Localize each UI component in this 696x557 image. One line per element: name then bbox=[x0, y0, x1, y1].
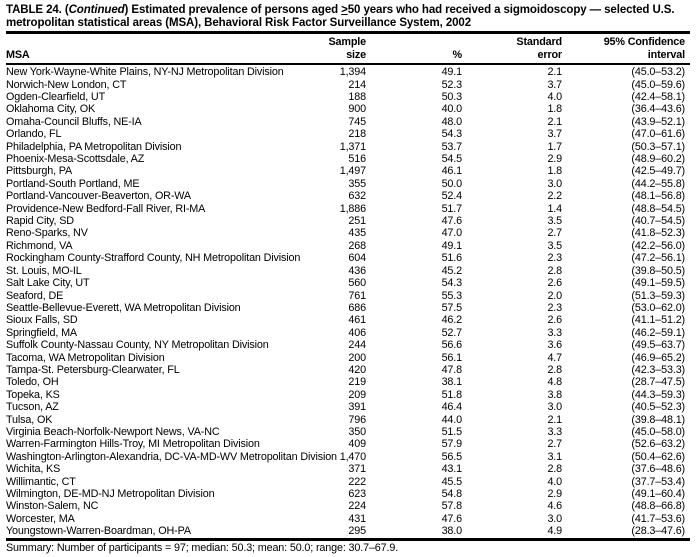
col-header-sample-line1: Sample bbox=[328, 36, 366, 49]
header-row-1 bbox=[6, 33, 690, 50]
cell-msa: Virginia Beach-Norfolk-Newport News, VA-NC bbox=[6, 425, 220, 438]
cell-msa: Pittsburgh, PA bbox=[6, 165, 73, 178]
cell-confidence-interval: (28.3–47.6) bbox=[631, 525, 685, 538]
cell-sample-size: 1,470 bbox=[339, 450, 366, 463]
cell-percent: 47.0 bbox=[441, 227, 462, 240]
cell-msa: Warren-Farmington Hills-Troy, MI Metropolitan Division bbox=[6, 438, 260, 451]
cell-sample-size: 268 bbox=[348, 239, 366, 252]
table-row bbox=[6, 128, 690, 140]
table-body bbox=[6, 64, 690, 539]
table-row bbox=[6, 290, 690, 302]
cell-standard-error: 2.7 bbox=[547, 438, 562, 451]
cell-confidence-interval: (42.4–58.1) bbox=[631, 91, 685, 103]
cell-standard-error: 2.0 bbox=[547, 289, 562, 302]
table-row bbox=[6, 190, 690, 202]
cell-standard-error: 2.6 bbox=[547, 277, 562, 290]
header-row-2 bbox=[6, 49, 690, 64]
cell-percent: 57.8 bbox=[441, 500, 462, 513]
cell-percent: 46.2 bbox=[441, 314, 462, 327]
cell-msa: Suffolk County-Nassau County, NY Metropolitan Division bbox=[6, 339, 269, 352]
cell-msa: Rockingham County-Strafford County, NH Metropolitan Division bbox=[6, 252, 301, 265]
cell-sample-size: 371 bbox=[348, 463, 366, 476]
cell-sample-size: 686 bbox=[348, 301, 366, 314]
cell-confidence-interval: (50.3–57.1) bbox=[631, 140, 685, 153]
cell-confidence-interval: (45.0–58.0) bbox=[631, 425, 685, 438]
cell-standard-error: 2.1 bbox=[547, 66, 562, 79]
title-text: ) Estimated prevalence of persons aged bbox=[124, 4, 342, 16]
cell-msa: Wichita, KS bbox=[6, 463, 61, 476]
cell-msa: Wilmington, DE-MD-NJ Metropolitan Division bbox=[6, 488, 215, 500]
cell-sample-size: 1,371 bbox=[339, 140, 366, 153]
cell-percent: 55.3 bbox=[441, 289, 462, 302]
cell-msa: Sioux Falls, SD bbox=[6, 314, 78, 327]
cell-msa: Rapid City, SD bbox=[6, 215, 74, 228]
cell-standard-error: 2.8 bbox=[547, 463, 562, 476]
table-row bbox=[6, 476, 690, 488]
cell-percent: 51.6 bbox=[441, 252, 462, 265]
cell-confidence-interval: (49.1–60.4) bbox=[631, 488, 685, 500]
cell-msa: Ogden-Clearfield, UT bbox=[6, 91, 106, 103]
cell-percent: 44.0 bbox=[441, 413, 462, 426]
cell-msa: Providence-New Bedford-Fall River, RI-MA bbox=[6, 202, 206, 215]
cell-percent: 54.3 bbox=[441, 277, 462, 290]
cell-sample-size: 350 bbox=[348, 425, 366, 438]
cell-standard-error: 3.6 bbox=[547, 339, 562, 352]
cell-sample-size: 796 bbox=[348, 413, 366, 426]
cell-standard-error: 4.8 bbox=[547, 376, 562, 389]
cell-msa: Seaford, DE bbox=[6, 289, 64, 302]
cell-standard-error: 1.8 bbox=[547, 165, 562, 178]
table-row bbox=[6, 203, 690, 215]
cell-confidence-interval: (42.5–49.7) bbox=[631, 165, 685, 178]
cell-msa: Washington-Arlington-Alexandria, DC-VA-MD-WV Metropolitan Division bbox=[6, 450, 337, 463]
cell-msa: Springfield, MA bbox=[6, 326, 77, 339]
cell-msa: Portland-Vancouver-Beaverton, OR-WA bbox=[6, 190, 191, 203]
cell-confidence-interval: (48.9–60.2) bbox=[631, 153, 685, 166]
cell-sample-size: 355 bbox=[348, 177, 366, 190]
cell-percent: 47.6 bbox=[441, 512, 462, 525]
cell-msa: Tacoma, WA Metropolitan Division bbox=[6, 351, 165, 364]
table-row bbox=[6, 302, 690, 314]
cell-msa: Topeka, KS bbox=[6, 388, 60, 401]
cell-msa: Tulsa, OK bbox=[6, 413, 53, 426]
table-row bbox=[6, 178, 690, 190]
cell-confidence-interval: (44.3–59.3) bbox=[631, 388, 685, 401]
cell-percent: 47.8 bbox=[441, 363, 462, 376]
table-row bbox=[6, 91, 690, 103]
table-row bbox=[6, 314, 690, 326]
cell-standard-error: 3.0 bbox=[547, 401, 562, 414]
cell-confidence-interval: (42.2–56.0) bbox=[631, 239, 685, 252]
table-row bbox=[6, 327, 690, 339]
table-row bbox=[6, 265, 690, 277]
cell-sample-size: 560 bbox=[348, 277, 366, 290]
cell-confidence-interval: (36.4–43.6) bbox=[631, 103, 685, 116]
cell-confidence-interval: (39.8–50.5) bbox=[631, 264, 685, 277]
cell-msa: Tampa-St. Petersburg-Clearwater, FL bbox=[6, 363, 180, 376]
cell-confidence-interval: (51.3–59.3) bbox=[631, 289, 685, 302]
cell-percent: 45.2 bbox=[441, 264, 462, 277]
cell-standard-error: 2.2 bbox=[547, 190, 562, 203]
cell-msa: New York-Wayne-White Plains, NY-NJ Metropolitan Division bbox=[6, 66, 284, 79]
table-row bbox=[6, 64, 690, 78]
header-spacer bbox=[6, 33, 308, 50]
title-text: TABLE 24. ( bbox=[6, 4, 69, 16]
col-header-msa: MSA bbox=[6, 49, 308, 64]
col-header-ci-line2: interval bbox=[562, 49, 690, 64]
cell-sample-size: 436 bbox=[348, 264, 366, 277]
cell-confidence-interval: (40.7–54.5) bbox=[631, 215, 685, 228]
table-row bbox=[6, 513, 690, 525]
cell-confidence-interval: (44.2–55.8) bbox=[631, 177, 685, 190]
cell-sample-size: 222 bbox=[348, 475, 366, 488]
cell-sample-size: 188 bbox=[348, 91, 366, 103]
cell-percent: 52.3 bbox=[441, 78, 462, 91]
cell-msa: Orlando, FL bbox=[6, 128, 62, 141]
cell-confidence-interval: (52.6–63.2) bbox=[631, 438, 685, 451]
cell-confidence-interval: (47.2–56.1) bbox=[631, 252, 685, 265]
cell-confidence-interval: (42.3–53.3) bbox=[631, 363, 685, 376]
cell-confidence-interval: (47.0–61.6) bbox=[631, 128, 685, 141]
cell-standard-error: 2.3 bbox=[547, 301, 562, 314]
cell-msa: Tucson, AZ bbox=[6, 401, 59, 414]
col-header-se-line2: error bbox=[462, 49, 562, 64]
cell-percent: 46.4 bbox=[441, 401, 462, 414]
cell-standard-error: 3.0 bbox=[547, 512, 562, 525]
cell-percent: 38.0 bbox=[441, 525, 462, 538]
cell-standard-error: 3.5 bbox=[547, 215, 562, 228]
cell-msa: Toledo, OH bbox=[6, 376, 59, 389]
cell-msa: Youngstown-Warren-Boardman, OH-PA bbox=[6, 525, 191, 538]
cell-sample-size: 431 bbox=[348, 512, 366, 525]
cell-sample-size: 251 bbox=[348, 215, 366, 228]
cell-sample-size: 218 bbox=[348, 128, 366, 141]
cell-percent: 56.1 bbox=[441, 351, 462, 364]
table-header bbox=[6, 33, 690, 65]
cell-msa: Winston-Salem, NC bbox=[6, 500, 99, 513]
cell-standard-error: 2.8 bbox=[547, 363, 562, 376]
table-row bbox=[6, 426, 690, 438]
cell-sample-size: 516 bbox=[348, 153, 366, 166]
cell-confidence-interval: (28.7–47.5) bbox=[631, 376, 685, 389]
cell-standard-error: 2.9 bbox=[547, 153, 562, 166]
table-title bbox=[6, 4, 690, 29]
table-row bbox=[6, 165, 690, 177]
cell-sample-size: 244 bbox=[348, 339, 366, 352]
cell-sample-size: 214 bbox=[348, 78, 366, 91]
cell-standard-error: 2.8 bbox=[547, 264, 562, 277]
cell-percent: 47.6 bbox=[441, 215, 462, 228]
cell-msa: Oklahoma City, OK bbox=[6, 103, 96, 116]
summary-line: Summary: Number of participants = 97; median: 50.3; mean: 50.0; range: 30.7–67.9. bbox=[6, 541, 399, 554]
cell-confidence-interval: (41.1–51.2) bbox=[631, 314, 685, 327]
cell-msa: Willimantic, CT bbox=[6, 475, 76, 488]
cell-msa: Phoenix-Mesa-Scottsdale, AZ bbox=[6, 153, 145, 166]
cell-percent: 51.5 bbox=[441, 425, 462, 438]
cell-msa: Portland-South Portland, ME bbox=[6, 177, 140, 190]
cell-percent: 50.3 bbox=[441, 91, 462, 103]
cell-standard-error: 3.8 bbox=[547, 388, 562, 401]
cell-confidence-interval: (45.0–53.2) bbox=[631, 66, 685, 79]
cell-standard-error: 3.1 bbox=[547, 450, 562, 463]
table-row bbox=[6, 252, 690, 264]
cell-sample-size: 900 bbox=[348, 103, 366, 116]
cell-standard-error: 3.7 bbox=[547, 128, 562, 141]
table-row bbox=[6, 364, 690, 376]
cell-sample-size: 420 bbox=[348, 363, 366, 376]
cell-standard-error: 1.7 bbox=[547, 140, 562, 153]
cell-sample-size: 623 bbox=[348, 488, 366, 500]
cell-sample-size: 295 bbox=[348, 525, 366, 538]
cell-sample-size: 604 bbox=[348, 252, 366, 265]
table-row bbox=[6, 438, 690, 450]
table-row bbox=[6, 463, 690, 475]
cell-percent: 40.0 bbox=[441, 103, 462, 116]
cell-confidence-interval: (48.8–66.8) bbox=[631, 500, 685, 513]
cell-sample-size: 1,886 bbox=[339, 202, 366, 215]
cell-confidence-interval: (49.5–63.7) bbox=[631, 339, 685, 352]
title-text: 50 years who had received a sigmoidoscopy — selected U.S. metropolitan statistical areas (MSA), Behavioral Risk Factor Surveillance System, 2002 bbox=[6, 4, 675, 29]
table-row bbox=[6, 376, 690, 388]
cell-standard-error: 1.4 bbox=[547, 202, 562, 215]
cell-sample-size: 1,497 bbox=[339, 165, 366, 178]
cell-sample-size: 219 bbox=[348, 376, 366, 389]
cell-percent: 45.5 bbox=[441, 475, 462, 488]
cell-confidence-interval: (49.1–59.5) bbox=[631, 277, 685, 290]
cell-percent: 53.7 bbox=[441, 140, 462, 153]
cell-confidence-interval: (46.2–59.1) bbox=[631, 326, 685, 339]
table-row bbox=[6, 103, 690, 115]
table-row bbox=[6, 79, 690, 91]
cell-confidence-interval: (40.5–52.3) bbox=[631, 401, 685, 414]
cell-confidence-interval: (45.0–59.6) bbox=[631, 78, 685, 91]
table-row bbox=[6, 488, 690, 500]
cell-percent: 54.3 bbox=[441, 128, 462, 141]
cell-confidence-interval: (48.1–56.8) bbox=[631, 190, 685, 203]
col-header-percent: % bbox=[366, 49, 462, 64]
cell-confidence-interval: (39.8–48.1) bbox=[631, 413, 685, 426]
table-row bbox=[6, 352, 690, 364]
table-row bbox=[6, 451, 690, 463]
cell-standard-error: 2.1 bbox=[547, 413, 562, 426]
cell-standard-error: 2.9 bbox=[547, 488, 562, 500]
table-row bbox=[6, 153, 690, 165]
cell-msa: Seattle-Bellevue-Everett, WA Metropolitan Division bbox=[6, 301, 241, 314]
prevalence-table bbox=[6, 31, 690, 540]
cell-percent: 51.7 bbox=[441, 202, 462, 215]
cell-msa: Salt Lake City, UT bbox=[6, 277, 90, 290]
cell-msa: Richmond, VA bbox=[6, 239, 73, 252]
cell-standard-error: 3.0 bbox=[547, 177, 562, 190]
cell-confidence-interval: (48.8–54.5) bbox=[631, 202, 685, 215]
cell-confidence-interval: (53.0–62.0) bbox=[631, 301, 685, 314]
cell-percent: 49.1 bbox=[441, 66, 462, 79]
table-row bbox=[6, 240, 690, 252]
cell-percent: 43.1 bbox=[441, 463, 462, 476]
cell-percent: 52.7 bbox=[441, 326, 462, 339]
cell-msa: Worcester, MA bbox=[6, 512, 75, 525]
cell-percent: 38.1 bbox=[441, 376, 462, 389]
cell-percent: 54.5 bbox=[441, 153, 462, 166]
cell-percent: 56.5 bbox=[441, 450, 462, 463]
cell-percent: 50.0 bbox=[441, 177, 462, 190]
cell-standard-error: 4.0 bbox=[547, 475, 562, 488]
cell-sample-size: 461 bbox=[348, 314, 366, 327]
cell-standard-error: 3.3 bbox=[547, 425, 562, 438]
cell-sample-size: 224 bbox=[348, 500, 366, 513]
table-row bbox=[6, 339, 690, 351]
cell-sample-size: 406 bbox=[348, 326, 366, 339]
cell-sample-size: 391 bbox=[348, 401, 366, 414]
title-continued: Continued bbox=[68, 4, 125, 16]
cell-standard-error: 4.7 bbox=[547, 351, 562, 364]
table-row bbox=[6, 389, 690, 401]
cell-confidence-interval: (50.4–62.6) bbox=[631, 450, 685, 463]
cell-percent: 49.1 bbox=[441, 239, 462, 252]
cell-msa: Norwich-New London, CT bbox=[6, 78, 127, 91]
cell-standard-error: 4.6 bbox=[547, 500, 562, 513]
table-row bbox=[6, 414, 690, 426]
cell-percent: 52.4 bbox=[441, 190, 462, 203]
cell-msa: St. Louis, MO-IL bbox=[6, 264, 82, 277]
greater-equal-symbol: > bbox=[341, 4, 348, 16]
cell-percent: 48.0 bbox=[441, 115, 462, 128]
cell-standard-error: 3.5 bbox=[547, 239, 562, 252]
cell-confidence-interval: (41.7–53.6) bbox=[631, 512, 685, 525]
cell-msa: Philadelphia, PA Metropolitan Division bbox=[6, 140, 182, 153]
table-row bbox=[6, 215, 690, 227]
cell-standard-error: 4.9 bbox=[547, 525, 562, 538]
cell-sample-size: 745 bbox=[348, 115, 366, 128]
table-row bbox=[6, 500, 690, 512]
col-header-sample-line2: size bbox=[308, 49, 366, 64]
table-row bbox=[6, 141, 690, 153]
col-header-ci-line1: 95% Confidence bbox=[603, 36, 685, 49]
cell-percent: 46.1 bbox=[441, 165, 462, 178]
cell-sample-size: 1,394 bbox=[339, 66, 366, 79]
cell-standard-error: 4.0 bbox=[547, 91, 562, 103]
cell-confidence-interval: (41.8–52.3) bbox=[631, 227, 685, 240]
table-row bbox=[6, 525, 690, 539]
col-header-se-line1: Standard bbox=[516, 36, 562, 49]
cell-sample-size: 435 bbox=[348, 227, 366, 240]
cell-percent: 57.5 bbox=[441, 301, 462, 314]
cell-standard-error: 2.7 bbox=[547, 227, 562, 240]
cell-sample-size: 632 bbox=[348, 190, 366, 203]
cell-confidence-interval: (37.6–48.6) bbox=[631, 463, 685, 476]
table-row bbox=[6, 277, 690, 289]
cell-standard-error: 3.3 bbox=[547, 326, 562, 339]
cell-standard-error: 3.7 bbox=[547, 78, 562, 91]
cell-percent: 56.6 bbox=[441, 339, 462, 352]
cell-sample-size: 409 bbox=[348, 438, 366, 451]
cell-percent: 51.8 bbox=[441, 388, 462, 401]
cell-confidence-interval: (43.9–52.1) bbox=[631, 115, 685, 128]
cell-sample-size: 209 bbox=[348, 388, 366, 401]
cell-standard-error: 1.8 bbox=[547, 103, 562, 116]
cell-msa: Reno-Sparks, NV bbox=[6, 227, 88, 240]
table-row bbox=[6, 116, 690, 128]
table-row bbox=[6, 401, 690, 413]
cell-sample-size: 761 bbox=[348, 289, 366, 302]
header-spacer bbox=[366, 33, 462, 50]
cell-confidence-interval: (46.9–65.2) bbox=[631, 351, 685, 364]
cell-standard-error: 2.3 bbox=[547, 252, 562, 265]
cell-percent: 54.8 bbox=[441, 488, 462, 500]
cell-msa: Omaha-Council Bluffs, NE-IA bbox=[6, 115, 142, 128]
cell-sample-size: 200 bbox=[348, 351, 366, 364]
cell-standard-error: 2.1 bbox=[547, 115, 562, 128]
cell-percent: 57.9 bbox=[441, 438, 462, 451]
cell-standard-error: 2.6 bbox=[547, 314, 562, 327]
cell-confidence-interval: (37.7–53.4) bbox=[631, 475, 685, 488]
table-row bbox=[6, 227, 690, 239]
